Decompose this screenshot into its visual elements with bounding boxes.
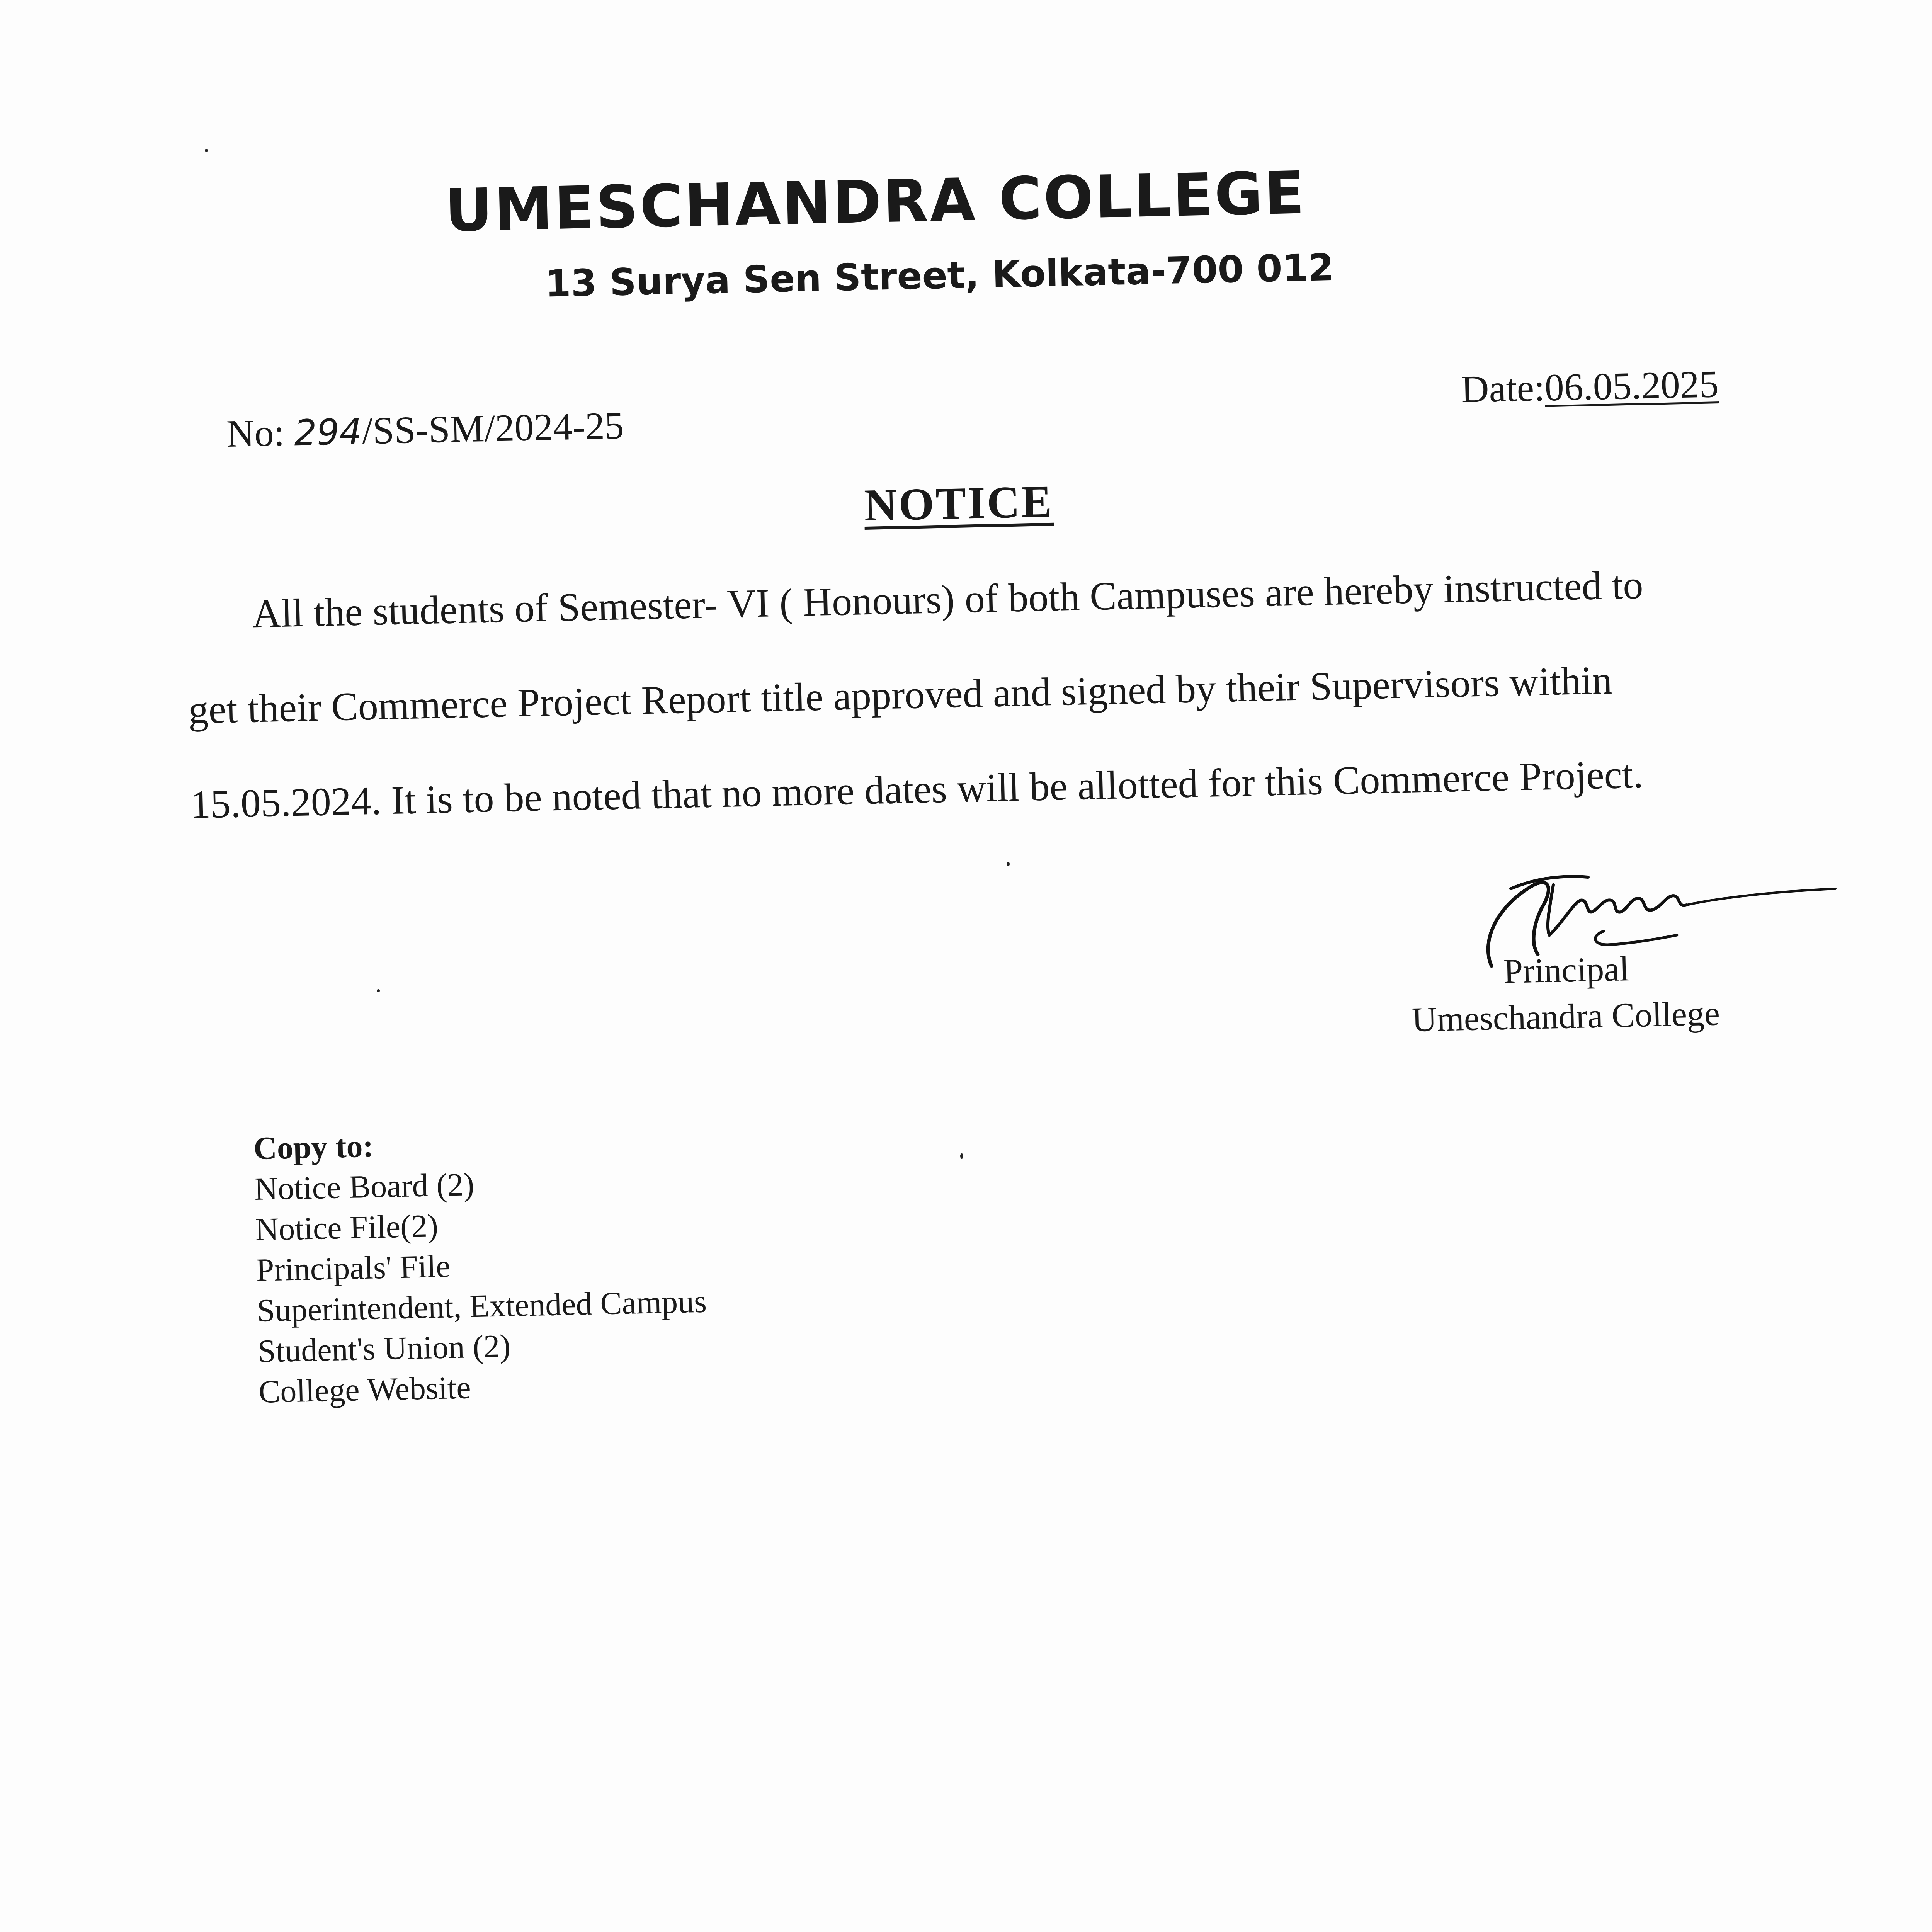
copy-to-list: [254, 1160, 709, 1412]
list-item: Notice File(2): [255, 1208, 439, 1248]
date-value: 06.05.2025: [1544, 362, 1719, 409]
copy-to-section: [253, 1119, 709, 1412]
date-label: Date:: [1461, 366, 1545, 411]
college-address: 13 Surya Sen Street, Kolkata-700 012: [544, 245, 1335, 306]
scan-speck: [960, 1153, 963, 1159]
ref-label: No:: [226, 411, 285, 455]
reference-number: [226, 403, 624, 456]
ref-number-handwritten: 294: [294, 411, 362, 454]
notice-body: [185, 533, 1845, 852]
list-item: Principals' File: [255, 1248, 451, 1288]
list-item: Student's Union (2): [257, 1328, 511, 1369]
notice-body-line-1: All the students of Semester- VI ( Honours) of both Campuses are hereby instructed to: [252, 563, 1644, 636]
scan-speck: [205, 149, 208, 152]
date-line: [1461, 362, 1719, 412]
list-item: College Website: [258, 1369, 471, 1410]
list-item: Notice Board (2): [254, 1167, 475, 1207]
signatory-title: Principal: [1503, 950, 1630, 991]
ref-suffix: /SS-SM/2024-25: [361, 404, 624, 452]
signatory-block: [1410, 944, 1720, 1043]
notice-body-line-3: 15.05.2024. It is to be noted that no more dates will be allotted for this Commerce Project.: [190, 752, 1644, 827]
notice-body-line-2: get their Commerce Project Report title approved and signed by their Supervisors within: [188, 658, 1613, 732]
signatory-organization: Umeschandra College: [1411, 994, 1720, 1039]
letterhead: [444, 160, 1490, 304]
scan-speck: [1007, 862, 1010, 866]
copy-to-heading: Copy to:: [253, 1128, 374, 1167]
college-name: UMESCHANDRA COLLEGE: [444, 158, 1307, 245]
list-item: Superintendent, Extended Campus: [256, 1283, 707, 1329]
scan-speck: [377, 989, 380, 992]
notice-title: NOTICE: [864, 476, 1054, 531]
